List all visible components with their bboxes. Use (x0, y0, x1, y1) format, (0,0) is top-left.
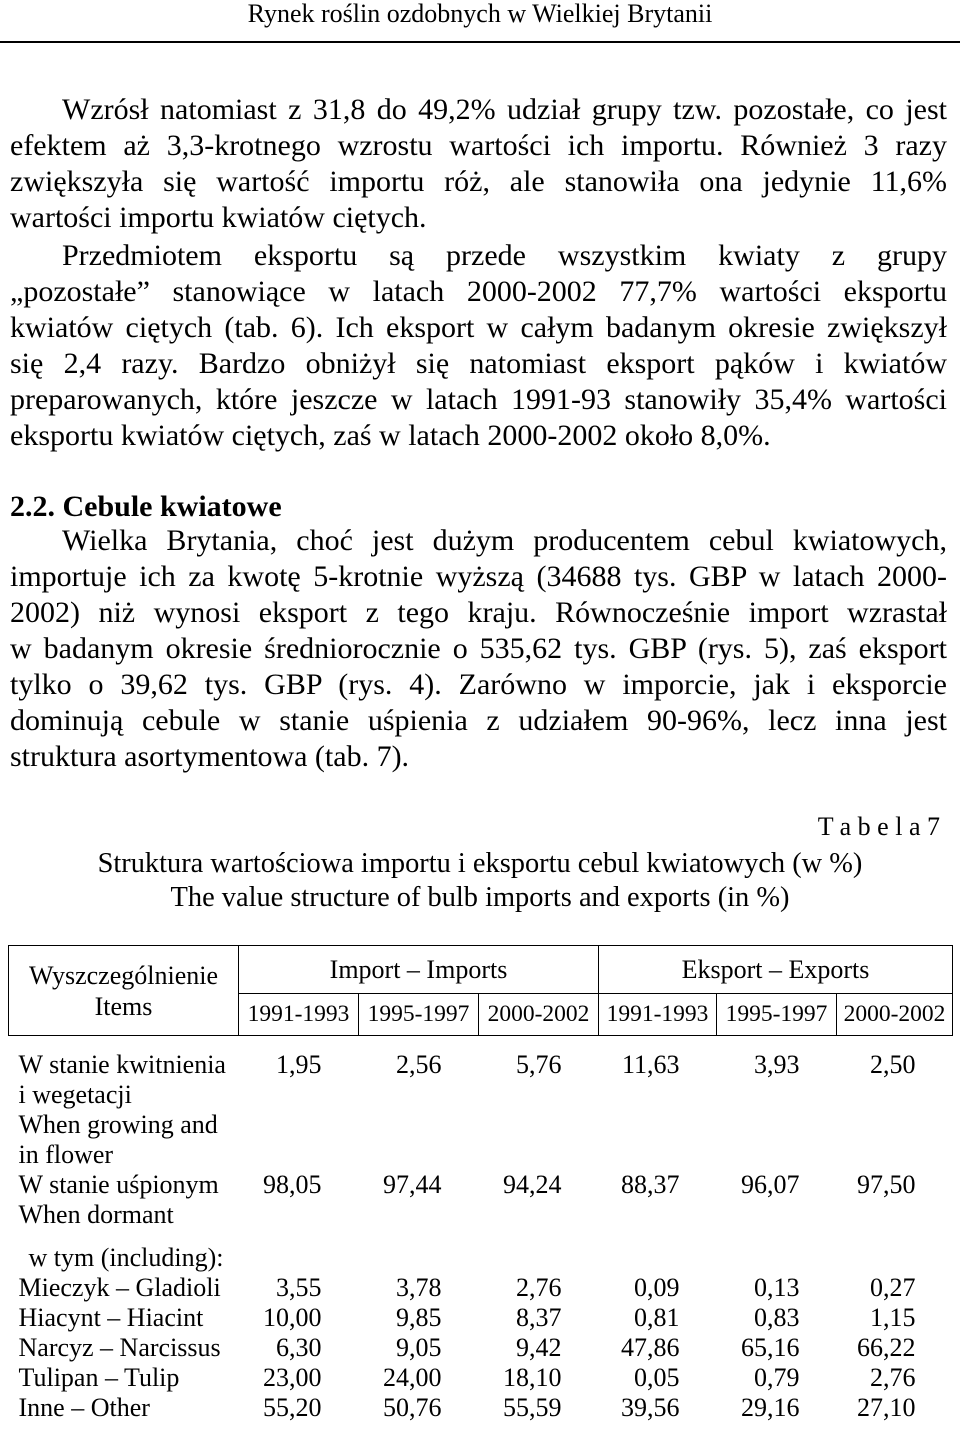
value-cell: 3,78 (396, 1273, 442, 1302)
row-label-line: Tulipan – Tulip (18, 1363, 180, 1392)
row-label (9, 1230, 239, 1273)
table-row (9, 1363, 953, 1393)
paragraph-line: Przedmiotem eksportu są przede wszystkim kwiaty z grupy (62, 239, 947, 272)
row-label-line: in flower (18, 1140, 114, 1169)
value-cell: 0,83 (754, 1303, 800, 1332)
row-label-line: Narcyz – Narcissus (18, 1333, 221, 1362)
period-header: 1991-1993 (599, 994, 717, 1036)
row-label-line: w tym (including): (28, 1243, 224, 1272)
row-label (9, 1393, 239, 1423)
row-label-line: W stanie kwitnienia (18, 1050, 226, 1079)
value-cell: 88,37 (621, 1170, 680, 1199)
value-cell: 27,10 (857, 1393, 916, 1422)
value-cell: 29,16 (741, 1393, 800, 1422)
value-cell: 23,00 (263, 1363, 322, 1392)
paragraph-line: dominują cebule w stanie uśpienia z udziałem 90-96%, lecz inna jest (10, 704, 947, 737)
value-cell: 10,00 (263, 1303, 322, 1332)
table-header (9, 946, 953, 1036)
value-cell: 94,24 (503, 1170, 562, 1199)
table-caption (0, 847, 960, 915)
row-label-line: i wegetacji (18, 1080, 132, 1109)
value-cell (239, 1230, 359, 1273)
table-row (9, 1273, 953, 1303)
period-header: 1995-1997 (359, 994, 479, 1036)
value-cell: 50,76 (383, 1393, 442, 1422)
row-label-line: Inne – Other (18, 1393, 150, 1422)
table-title-polish: Struktura wartościowa importu i eksportu cebul kwiatowych (w %) (97, 848, 863, 879)
table-row (9, 1393, 953, 1423)
paragraph-line: Wzrósł natomiast z 31,8 do 49,2% udział grupy tzw. pozostałe, co jest (62, 93, 947, 126)
value-cell: 9,05 (396, 1333, 442, 1362)
value-cell (717, 1230, 837, 1273)
value-cell: 9,85 (396, 1303, 442, 1332)
section-heading: 2.2. Cebule kwiatowe (10, 490, 282, 523)
stub-header-english: Items (94, 991, 153, 1021)
paragraph-line: tylko o 39,62 tys. GBP (rys. 4). Zarówno w imporcie, jak i eksporcie (10, 668, 947, 701)
row-label (9, 1333, 239, 1363)
value-cell: 3,93 (754, 1050, 800, 1079)
value-cell: 98,05 (263, 1170, 322, 1199)
value-cell: 5,76 (516, 1050, 562, 1079)
value-cell: 2,76 (516, 1273, 562, 1302)
paragraph-line: się 2,4 razy. Bardzo obniżył się natomiast eksport pąków i kwiatów (10, 347, 947, 380)
row-label (9, 1273, 239, 1303)
value-cell (479, 1230, 599, 1273)
table-title-english: The value structure of bulb imports and exports (in %) (170, 882, 790, 913)
paragraph-line: preparowanych, które jeszcze w latach 1991-93 stanowiły 35,4% wartości (10, 383, 947, 416)
value-cell: 96,07 (741, 1170, 800, 1199)
value-cell: 0,27 (870, 1273, 916, 1302)
value-cell: 11,63 (621, 1050, 680, 1079)
running-header: Rynek roślin ozdobnych w Wielkiej Brytanii (247, 0, 713, 28)
group-header-export: Eksport – Exports (599, 946, 953, 994)
paragraph-line: w badanym okresie średniorocznie o 535,62 tys. GBP (rys. 5), zaś eksport (10, 632, 947, 665)
table-header-group-row (9, 946, 953, 994)
paragraph-line: zwiększyła się wartość importu róż, ale stanowiła ona jedynie 11,6% (10, 165, 947, 198)
table-row (9, 1303, 953, 1333)
value-cell: 0,81 (634, 1303, 680, 1332)
value-cell: 55,59 (503, 1393, 562, 1422)
table-row (9, 1036, 953, 1171)
value-cell: 3,55 (276, 1273, 322, 1302)
value-cell: 6,30 (276, 1333, 322, 1362)
paragraph-2 (10, 238, 947, 454)
value-cell: 55,20 (263, 1393, 322, 1422)
bulb-structure-table (8, 945, 953, 1423)
stub-header (9, 946, 239, 1036)
value-cell: 0,09 (634, 1273, 680, 1302)
value-cell: 47,86 (621, 1333, 680, 1362)
value-cell: 2,76 (870, 1363, 916, 1392)
header-rule (0, 41, 960, 43)
value-cell: 39,56 (621, 1393, 680, 1422)
table-body (9, 1036, 953, 1424)
value-cell: 0,13 (754, 1273, 800, 1302)
paragraph-line: kwiatów ciętych (tab. 6). Ich eksport w całym badanym okresie zwiększył (10, 311, 947, 344)
paragraph-line: Wielka Brytania, choć jest dużym producentem cebul kwiatowych, (62, 524, 947, 557)
paragraph-line: struktura asortymentowa (tab. 7). (10, 740, 410, 773)
row-label (9, 1170, 239, 1230)
value-cell: 2,50 (870, 1050, 916, 1079)
value-cell: 1,95 (276, 1050, 322, 1079)
table-label: T a b e l a 7 (817, 812, 940, 841)
row-label-line: When dormant (18, 1200, 174, 1229)
period-header: 2000-2002 (479, 994, 599, 1036)
value-cell: 8,37 (516, 1303, 562, 1332)
table-row (9, 1333, 953, 1363)
paragraph-line: importuje ich za kwotę 5-krotnie wyższą (34688 tys. GBP w latach 2000- (10, 560, 947, 593)
stub-header-polish: Wyszczególnienie (28, 960, 218, 990)
paragraph-line: efektem aż 3,3-krotnego wzrostu wartości ich importu. Również 3 razy (10, 129, 947, 162)
value-cell (359, 1230, 479, 1273)
table-row (9, 1170, 953, 1230)
value-cell: 97,50 (857, 1170, 916, 1199)
group-header-import: Import – Imports (239, 946, 599, 994)
paragraph-line: „pozostałe” stanowiące w latach 2000-2002 77,7% wartości eksportu (10, 275, 947, 308)
paragraph-3 (10, 523, 947, 775)
row-label-line: W stanie uśpionym (18, 1170, 219, 1199)
table-row (9, 1230, 953, 1273)
value-cell: 66,22 (857, 1333, 916, 1362)
value-cell: 65,16 (741, 1333, 800, 1362)
row-label (9, 1303, 239, 1333)
period-header: 2000-2002 (837, 994, 953, 1036)
paragraph-line: 2002) niż wynosi eksport z tego kraju. Równocześnie import wzrastał (10, 596, 947, 629)
row-label (9, 1036, 239, 1171)
period-header: 1991-1993 (239, 994, 359, 1036)
value-cell: 18,10 (503, 1363, 562, 1392)
value-cell: 2,56 (396, 1050, 442, 1079)
value-cell: 24,00 (383, 1363, 442, 1392)
paragraph-line: eksportu kwiatów ciętych, zaś w latach 2000-2002 około 8,0%. (10, 419, 771, 452)
value-cell (599, 1230, 717, 1273)
row-label-line: When growing and (18, 1110, 218, 1139)
paragraph-line: wartości importu kwiatów ciętych. (10, 201, 427, 234)
value-cell (837, 1230, 953, 1273)
row-label-line: Mieczyk – Gladioli (18, 1273, 221, 1302)
value-cell: 0,79 (754, 1363, 800, 1392)
value-cell: 97,44 (383, 1170, 442, 1199)
period-header: 1995-1997 (717, 994, 837, 1036)
value-cell: 0,05 (634, 1363, 680, 1392)
row-label-line: Hiacynt – Hiacint (18, 1303, 204, 1332)
value-cell: 1,15 (870, 1303, 916, 1332)
paragraph-1 (10, 92, 947, 236)
value-cell: 9,42 (516, 1333, 562, 1362)
row-label (9, 1363, 239, 1393)
